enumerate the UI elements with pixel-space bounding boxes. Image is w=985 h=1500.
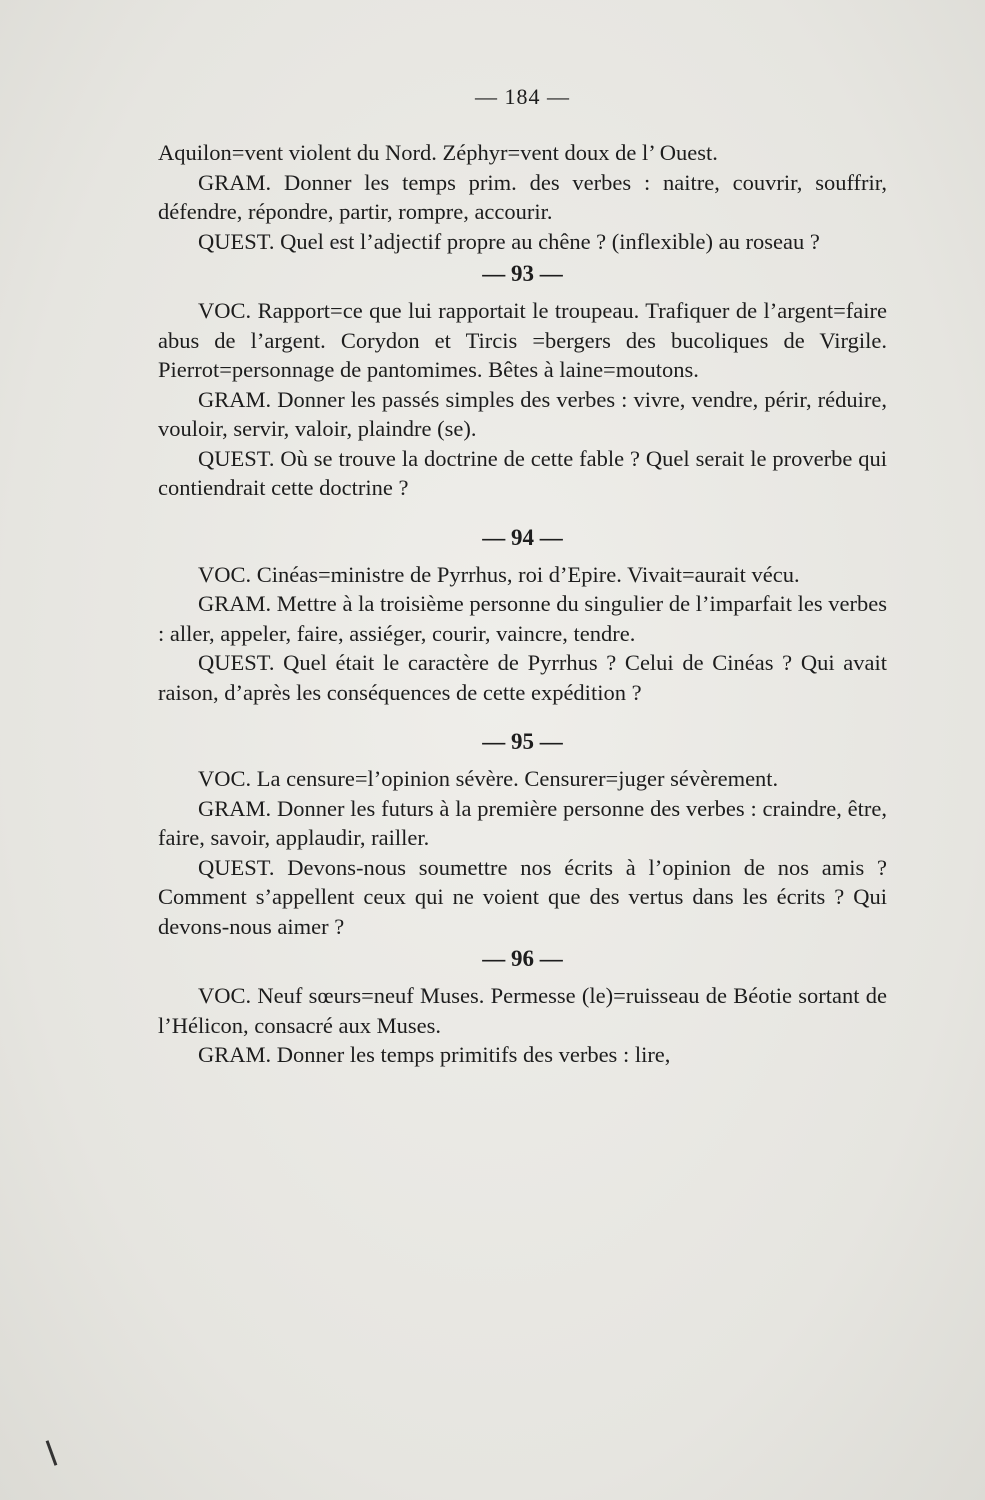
- section-number-95: — 95 —: [482, 729, 563, 754]
- paragraph-gram-96: GRAM. Donner les temps primitifs des verbes : lire,: [198, 1042, 671, 1067]
- paragraph-voc-intro: Aquilon=vent violent du Nord. Zéphyr=vent doux de l’ Ouest.: [158, 140, 718, 165]
- paragraph-gram-94: GRAM. Mettre à la troisième personne du singulier de l’imparfait les verbes : aller, appeler, faire, assiéger, courir, vaincre, tendre.: [158, 591, 887, 646]
- paragraph-gram-intro: GRAM. Donner les temps prim. des verbes : naitre, couvrir, souffrir, défendre, répondre, partir, rompre, accourir.: [158, 169, 887, 224]
- page-number: — 184 —: [475, 84, 570, 109]
- paragraph-voc-96: VOC. Neuf sœurs=neuf Muses. Permesse (le)=ruisseau de Béotie sortant de l’Hélicon, consacré aux Muses.: [158, 983, 887, 1038]
- paragraph-gram-93: GRAM. Donner les passés simples des verbes : vivre, vendre, périr, réduire, vouloir, servir, valoir, plaindre (se).: [158, 386, 887, 441]
- paragraph-quest-intro: QUEST. Quel est l’adjectif propre au chêne ? (inflexible) au roseau ?: [198, 228, 820, 254]
- section-number-96: — 96 —: [482, 946, 563, 971]
- section-number-94: — 94 —: [482, 524, 563, 550]
- paragraph-quest-95: QUEST. Devons-nous soumettre nos écrits à l’opinion de nos amis ? Comment s’appellent ceux qui ne voient que des vertus dans les écrits ? Qui devons-nous aimer ?: [158, 854, 887, 939]
- paragraph-quest-94: QUEST. Quel était le caractère de Pyrrhus ? Celui de Cinéas ? Qui avait raison, d’après les conséquences de cette expédition ?: [158, 650, 887, 705]
- paragraph-voc-93: VOC. Rapport=ce que lui rapportait le troupeau. Trafiquer de l’argent=faire abus de l’argent. Corydon et Tircis =bergers des bucoliques de Virgile. Pierrot=personnage de pantomimes. Bêtes à laine=moutons.: [158, 298, 887, 382]
- paragraph-quest-93: QUEST. Où se trouve la doctrine de cette fable ? Quel serait le proverbe qui contiendrait cette doctrine ?: [158, 445, 887, 500]
- paragraph-voc-94: VOC. Cinéas=ministre de Pyrrhus, roi d’Epire. Vivait=aurait vécu.: [198, 561, 800, 587]
- section-number-93: — 93 —: [482, 261, 563, 286]
- margin-mark: [46, 1440, 58, 1465]
- paragraph-gram-95: GRAM. Donner les futurs à la première personne des verbes : craindre, être, faire, savoir, applaudir, railler.: [158, 795, 887, 850]
- paragraph-voc-95: VOC. La censure=l’opinion sévère. Censurer=juger sévèrement.: [198, 766, 779, 791]
